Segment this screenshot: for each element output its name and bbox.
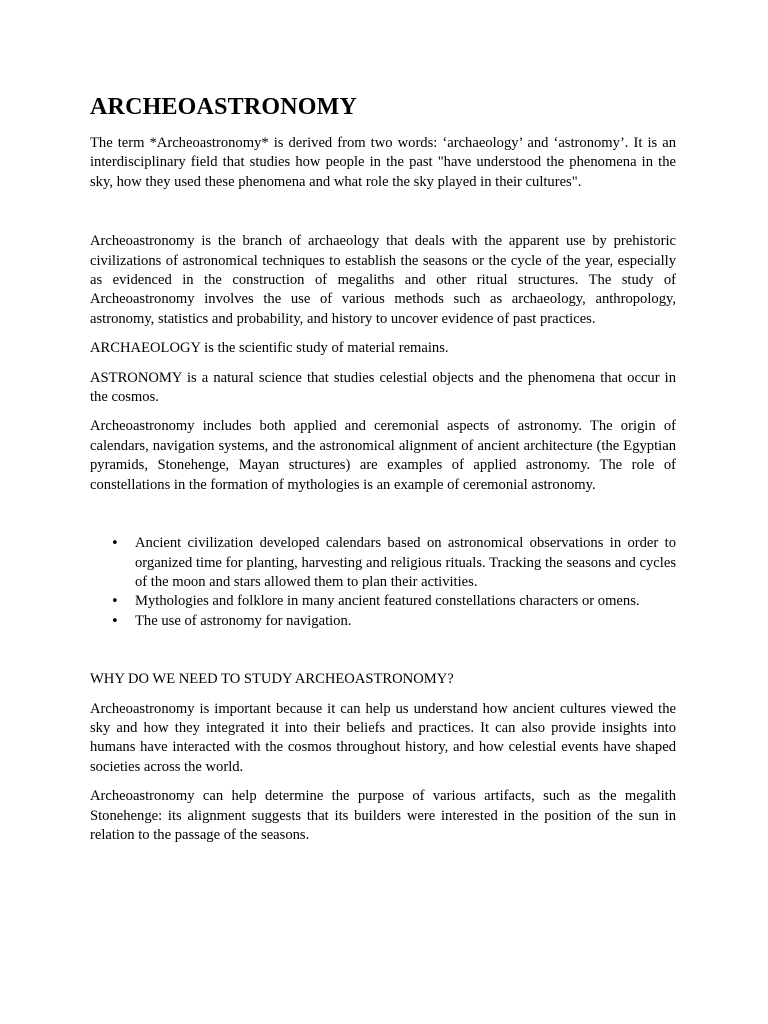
list-item-text: Mythologies and folklore in many ancient featured constellations characters or omens.	[135, 593, 640, 610]
archaeology-definition: ARCHAEOLOGY is the scientific study of material remains.	[90, 340, 449, 357]
definition-paragraph: Archeoastronomy is the branch of archaeology that deals with the apparent use by prehistoric civilizations of astronomical techniques to establish the seasons or the cycle of the year, especially as evidenced in the construction of megaliths and other ritual structures. The study of Archeoastronomy involves the use of various methods such as archaeology, anthropology, astronomy, statistics and probability, and history to uncover evidence of past practices.	[90, 233, 676, 327]
applied-ceremonial-paragraph: Archeoastronomy includes both applied and ceremonial aspects of astronomy. The origin of calendars, navigation systems, and the astronomical alignment of ancient architecture (the Egyptian pyramids, Stonehenge, Mayan structures) are examples of applied astronomy. The role of constellations in the formation of mythologies is an example of ceremonial astronomy.	[90, 418, 676, 493]
list-item	[111, 592, 676, 611]
intro-paragraph: The term *Archeoastronomy* is derived from two words: ‘archaeology’ and ‘astronomy’. It is an interdisciplinary field that studies how people in the past "have understood the phenomena in the sky, how they used these phenomena and what role the sky played in their cultures".	[90, 135, 676, 190]
importance-paragraph: Archeoastronomy is important because it can help us understand how ancient cultures viewed the sky and how they integrated it into their beliefs and practices. It can also provide insights into humans have interacted with the cosmos throughout history, and how celestial events have shaped societies across the world.	[90, 700, 676, 775]
document-page	[90, 90, 676, 855]
bullet-icon: •	[111, 536, 119, 552]
bullet-icon: •	[111, 613, 119, 629]
list-item	[111, 534, 676, 592]
artifacts-paragraph: Archeoastronomy can help determine the purpose of various artifacts, such as the megalith Stonehenge: its alignment suggests that its builders were interested in the position of the sun in relation to the passage of the seasons.	[90, 788, 676, 843]
bullet-list	[90, 534, 676, 631]
document-title: ARCHEOASTRONOMY	[90, 94, 358, 120]
list-item	[111, 612, 676, 631]
astronomy-definition: ASTRONOMY is a natural science that studies celestial objects and the phenomena that occur in the cosmos.	[90, 369, 676, 406]
list-item-text: The use of astronomy for navigation.	[135, 612, 352, 629]
list-item-text: Ancient civilization developed calendars based on astronomical observations in order to organized time for planting, harvesting and religious rituals. Tracking the seasons and cycles of the moon and stars allowed them to plan their activities.	[135, 535, 676, 590]
section-heading: WHY DO WE NEED TO STUDY ARCHEOASTRONOMY?	[90, 671, 454, 688]
bullet-icon: •	[111, 594, 119, 610]
